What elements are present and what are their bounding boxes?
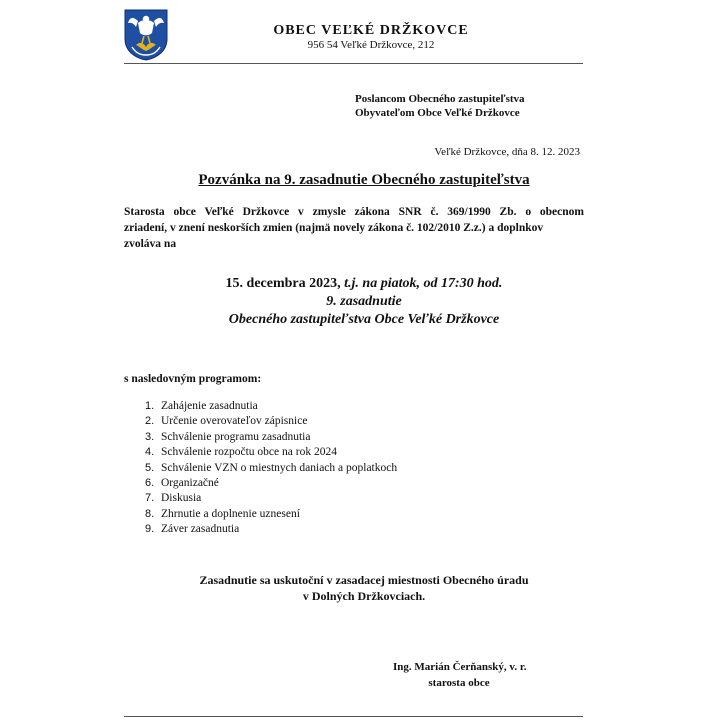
event-block: [124, 275, 604, 329]
agenda-number: 3.: [145, 430, 155, 443]
intro-line: zvoláva na: [124, 238, 177, 250]
agenda-number: 2.: [145, 415, 155, 428]
meeting-place-line: v Dolných Držkovciach.: [302, 589, 426, 603]
intro-paragraph: [124, 204, 584, 252]
municipality-address: 956 54 Veľké Držkovce, 212: [307, 39, 435, 51]
agenda-item: [145, 522, 397, 537]
program-intro: s nasledovným programom:: [124, 373, 262, 385]
event-day-time: t.j. na piatok, od 17:30 hod.: [344, 276, 503, 291]
agenda-text: Záver zasadnutia: [161, 523, 240, 536]
event-session: 9. zasadnutie: [326, 294, 402, 309]
agenda-text: Schválenie VZN o miestnych daniach a poplatkoch: [161, 461, 398, 474]
agenda-number: 6.: [145, 476, 155, 489]
agenda-text: Schválenie rozpočtu obce na rok 2024: [161, 446, 337, 459]
agenda-item: [145, 491, 397, 506]
event-date: 15. decembra 2023,: [225, 276, 345, 291]
agenda-item: [145, 476, 397, 491]
agenda-number: 9.: [145, 523, 155, 536]
agenda-number: 8.: [145, 507, 155, 520]
intro-line: zriadení, v znení neskorších zmien (najmä novely zákona č. 102/2010 Z.z.) a doplnkov: [124, 222, 544, 234]
agenda-list: [145, 399, 397, 538]
agenda-item: [145, 507, 397, 522]
document-heading: Pozvánka na 9. zasadnutie Obecného zastupiteľstva: [198, 172, 530, 188]
meeting-place-line: Zasadnutie sa uskutoční v zasadacej miestnosti Obecného úradu: [199, 573, 529, 587]
agenda-number: 4.: [145, 446, 155, 459]
agenda-item: [145, 399, 397, 414]
date-line: Veľké Držkovce, dňa 8. 12. 2023: [434, 146, 580, 158]
municipality-name: OBEC VEĽKÉ DRŽKOVCE: [273, 23, 469, 38]
agenda-text: Určenie overovateľov zápisnice: [161, 415, 308, 428]
recipient-line: Poslancom Obecného zastupiteľstva: [355, 93, 525, 105]
agenda-text: Diskusia: [161, 492, 202, 505]
agenda-item: [145, 461, 397, 476]
agenda-number: 1.: [145, 400, 155, 412]
agenda-text: Zahájenie zasadnutia: [161, 400, 258, 412]
agenda-number: 5.: [145, 461, 155, 474]
intro-line: Starosta obce Veľké Držkovce v zmysle zákona SNR č. 369/1990 Zb. o obecnom: [124, 206, 584, 218]
coat-of-arms-icon: [124, 9, 168, 61]
header-divider: [124, 63, 583, 64]
recipient-line: Obyvateľom Obce Veľké Držkovce: [355, 107, 520, 119]
agenda-item: [145, 414, 397, 429]
agenda-text: Organizačné: [161, 476, 219, 489]
agenda-text: Schválenie programu zasadnutia: [161, 430, 311, 443]
event-body: Obecného zastupiteľstva Obce Veľké Držkovce: [228, 312, 500, 327]
agenda-item: [145, 430, 397, 445]
signatory-role: starosta obce: [428, 677, 490, 689]
signatory-name: Ing. Marián Čerňanský, v. r.: [393, 661, 527, 673]
agenda-text: Zhrnutie a doplnenie uznesení: [161, 507, 300, 520]
footer-divider: [124, 716, 583, 717]
agenda-number: 7.: [145, 492, 155, 505]
meeting-place: [124, 572, 604, 604]
agenda-item: [145, 445, 397, 460]
event-datetime: [124, 275, 604, 293]
